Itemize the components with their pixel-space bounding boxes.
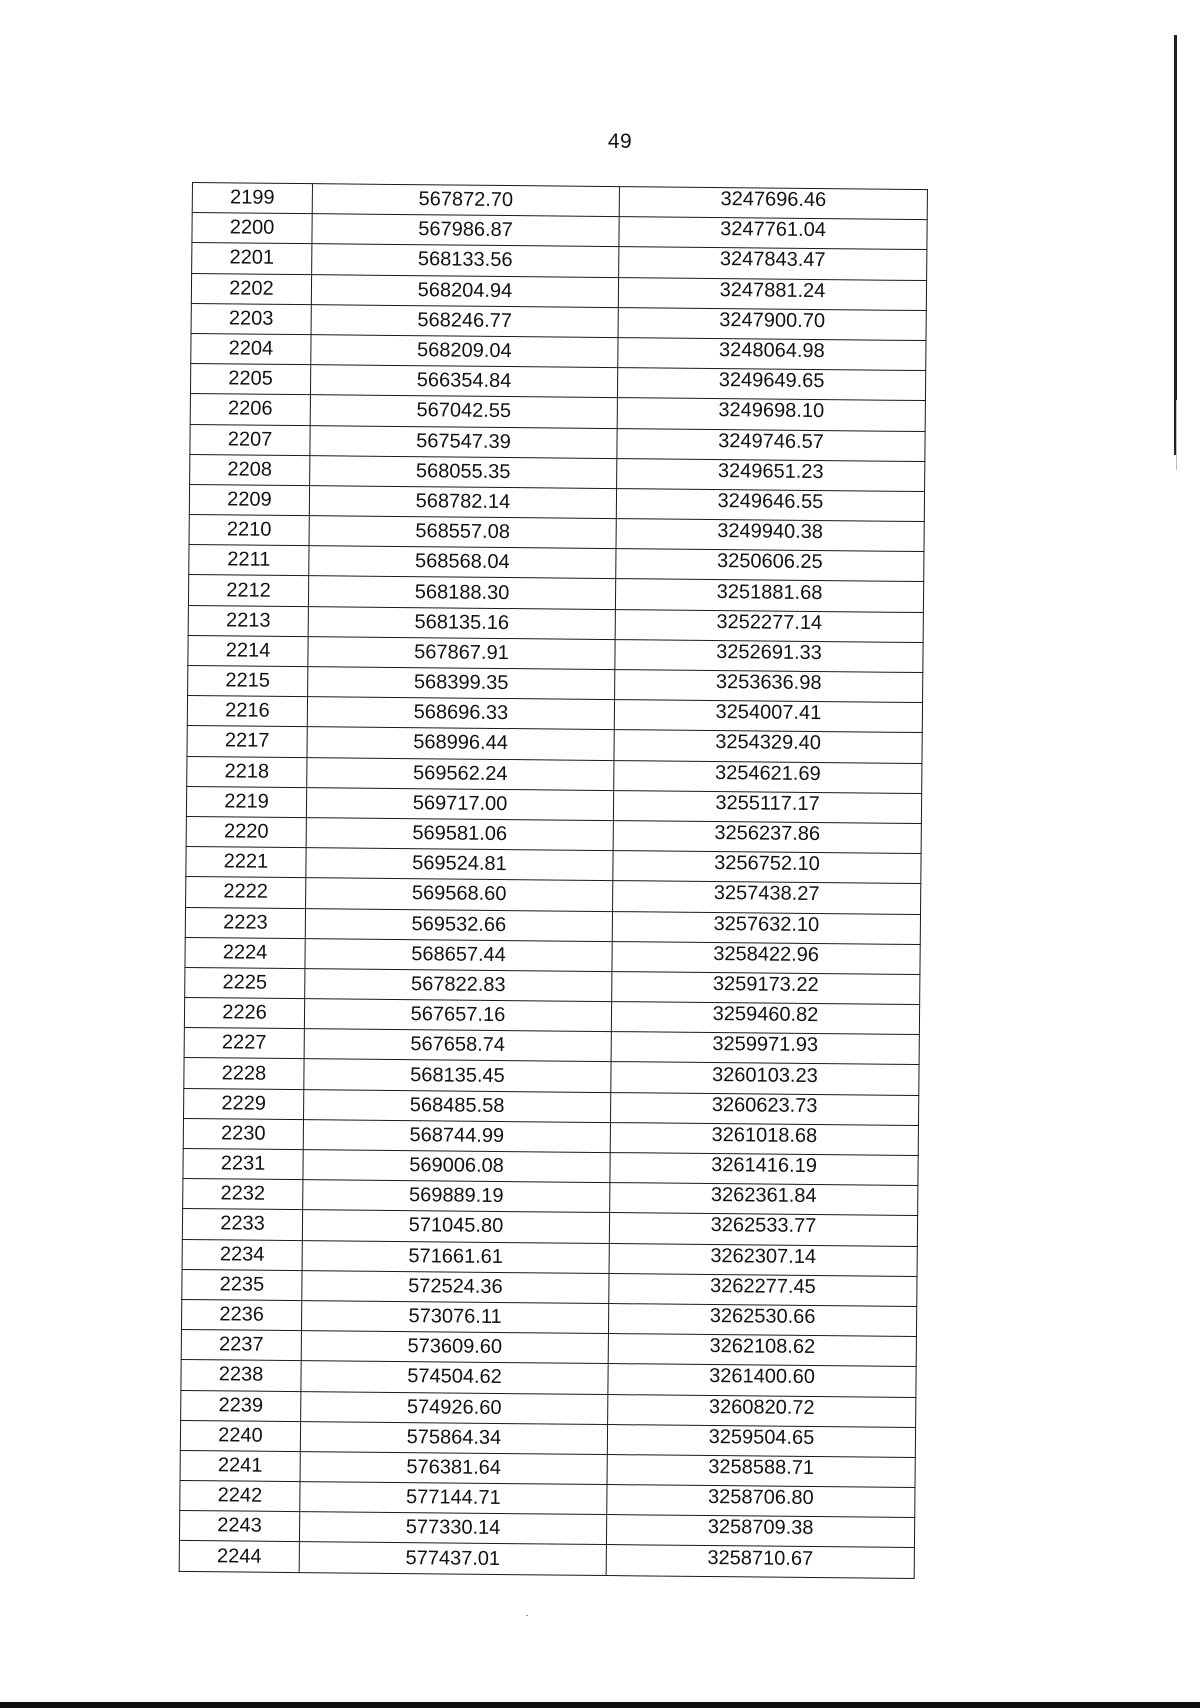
cell-text: 2223 [223,910,268,934]
cell-text: 569581.06 [412,822,508,846]
y-coordinate-cell [619,247,927,280]
x-coordinate-cell [299,1542,606,1575]
x-coordinate-cell [306,818,613,851]
table-row [179,1541,914,1578]
y-coordinate-cell [618,307,926,340]
point-id-cell [183,1148,303,1179]
cell-text: 568744.99 [409,1124,505,1147]
y-coordinate-cell [611,1002,919,1035]
point-id-cell [190,424,310,455]
x-coordinate-cell [302,1240,609,1273]
cell-text: 2215 [225,669,271,692]
cell-text: 568209.04 [417,339,512,363]
cell-text: 577330.14 [405,1516,501,1540]
cell-text: 3252691.33 [716,640,822,664]
coordinates-table [179,182,928,1579]
cell-text: 3261400.60 [709,1365,815,1389]
point-id-cell [186,786,306,817]
x-coordinate-cell [304,1089,611,1122]
point-id-cell [189,484,309,515]
cell-text: 3262108.62 [709,1335,816,1359]
point-id-cell [190,394,310,425]
cell-text: 2233 [220,1212,265,1236]
x-coordinate-cell [311,274,618,307]
cell-text: 568485.58 [409,1093,505,1117]
cell-text: 3260623.73 [711,1093,818,1117]
cell-text: 3252277.14 [716,610,823,634]
cell-text: 577437.01 [405,1546,501,1570]
cell-text: 2241 [217,1454,263,1477]
cell-text: 568055.35 [415,459,511,483]
cell-text: 2217 [224,729,270,753]
cell-text: 3258709.38 [707,1516,814,1540]
cell-text: 577144.71 [405,1486,501,1510]
point-id-cell [184,1088,304,1119]
cell-text: 568696.33 [413,701,509,725]
cell-text: 2221 [223,850,269,873]
y-coordinate-cell [609,1273,917,1306]
cell-text: 567658.74 [410,1033,506,1057]
y-coordinate-cell [614,700,922,733]
point-id-cell [182,1269,302,1300]
point-id-cell [192,213,312,244]
cell-text: 3256752.10 [714,852,820,876]
cell-text: 2224 [222,941,268,964]
y-coordinate-cell [609,1243,917,1276]
y-coordinate-cell [613,821,921,854]
y-coordinate-cell [618,338,926,371]
x-coordinate-cell [308,606,615,639]
cell-text: 568188.30 [414,580,510,604]
cell-text: 2236 [219,1303,264,1326]
cell-text: 3253636.98 [715,671,822,695]
cell-text: 3262530.66 [709,1305,816,1329]
cell-text: 3258588.71 [708,1455,815,1479]
cell-text: 567867.91 [414,641,509,664]
cell-text: 567042.55 [416,399,512,423]
y-coordinate-cell [618,277,926,310]
cell-text: 2243 [217,1514,262,1538]
cell-text: 572524.36 [408,1274,503,1298]
coordinates-table-body [179,183,927,1579]
point-id-cell [188,665,308,696]
cell-text: 2220 [223,820,269,843]
cell-text: 2208 [227,458,273,481]
y-coordinate-cell [611,1062,919,1095]
y-coordinate-cell [608,1394,916,1427]
cell-text: 3260103.23 [712,1063,818,1087]
point-id-cell [188,635,308,666]
cell-text: 569532.66 [411,912,507,936]
x-coordinate-cell [311,335,618,368]
x-coordinate-cell [303,1180,610,1213]
scan-speck [526,1615,528,1616]
x-coordinate-cell [302,1210,609,1243]
point-id-cell [180,1481,300,1512]
y-coordinate-cell [610,1183,918,1216]
cell-text: 569889.19 [408,1184,504,1208]
point-id-cell [188,605,308,636]
point-id-cell [188,575,308,606]
cell-text: 2222 [223,880,269,904]
cell-text: 3259460.82 [712,1003,819,1027]
x-coordinate-cell [308,576,615,609]
cell-text: 2199 [229,186,275,209]
point-id-cell [180,1450,300,1481]
y-coordinate-cell [611,1032,919,1065]
cell-text: 567822.83 [410,973,506,997]
cell-text: 2229 [221,1092,267,1115]
cell-text: 566354.84 [416,369,512,393]
x-coordinate-cell [307,727,614,760]
x-coordinate-cell [307,757,614,790]
y-coordinate-cell [610,1092,918,1125]
y-coordinate-cell [619,217,927,250]
cell-text: 3247696.46 [720,188,827,212]
cell-text: 569568.60 [411,882,507,906]
x-coordinate-cell [309,546,616,579]
cell-text: 2204 [228,337,274,360]
cell-text: 568246.77 [417,309,513,332]
x-coordinate-cell [311,304,618,337]
cell-text: 567872.70 [418,188,514,212]
y-coordinate-cell [615,639,923,672]
cell-text: 3262533.77 [710,1214,817,1238]
y-coordinate-cell [619,187,927,220]
point-id-cell [192,183,312,214]
y-coordinate-cell [607,1424,915,1457]
y-coordinate-cell [614,760,922,793]
point-id-cell [189,545,309,576]
cell-text: 3258710.67 [707,1546,814,1570]
y-coordinate-cell [606,1545,914,1578]
cell-text: 3249651.23 [717,459,824,483]
cell-text: 3255117.17 [715,791,820,815]
cell-text: 3256237.86 [714,822,821,846]
y-coordinate-cell [609,1213,917,1246]
point-id-cell [191,273,311,304]
cell-text: 3259504.65 [708,1425,815,1449]
cell-text: 2207 [227,427,273,451]
x-coordinate-cell [305,938,612,971]
cell-text: 3247761.04 [720,218,826,242]
cell-text: 3254329.40 [715,731,822,755]
cell-text: 568782.14 [415,490,511,514]
cell-text: 2242 [217,1484,263,1507]
cell-text: 3249746.57 [718,429,824,453]
cell-text: 3262307.14 [710,1244,817,1268]
y-coordinate-cell [614,730,922,763]
x-coordinate-cell [308,636,615,669]
cell-text: 573076.11 [408,1305,502,1329]
cell-text: 3261416.19 [711,1154,818,1178]
point-id-cell [190,454,310,485]
cell-text: 3247843.47 [719,248,826,272]
y-coordinate-cell [617,458,925,491]
cell-text: 2212 [226,578,271,602]
cell-text: 567547.39 [416,429,511,453]
y-coordinate-cell [608,1364,916,1397]
y-coordinate-cell [615,579,923,612]
cell-text: 2232 [220,1182,266,1206]
point-id-cell [180,1420,300,1451]
x-coordinate-cell [301,1331,608,1364]
x-coordinate-cell [310,365,617,398]
cell-text: 2234 [219,1242,265,1266]
cell-text: 3261018.68 [711,1123,818,1147]
page-bottom-edge [0,1702,1200,1708]
cell-text: 574504.62 [407,1365,502,1389]
cell-text: 574926.60 [406,1395,502,1419]
x-coordinate-cell [309,516,616,549]
x-coordinate-cell [305,908,612,941]
point-id-cell [179,1541,299,1572]
cell-text: 2202 [229,277,274,300]
cell-text: 3249649.65 [718,369,825,393]
point-id-cell [183,1118,303,1149]
x-coordinate-cell [310,425,617,458]
cell-text: 3257632.10 [713,912,820,936]
cell-text: 2237 [218,1333,264,1356]
x-coordinate-cell [309,486,616,519]
x-coordinate-cell [306,878,613,911]
y-coordinate-cell [606,1515,914,1548]
point-id-cell [184,1058,304,1089]
cell-text: 568568.04 [414,550,510,574]
cell-text: 3260820.72 [708,1395,815,1419]
point-id-cell [187,726,307,757]
cell-text: 2228 [221,1061,267,1085]
cell-text: 569717.00 [412,791,508,815]
cell-text: 573609.60 [407,1335,503,1359]
cell-text: 571045.80 [408,1214,504,1238]
x-coordinate-cell [300,1482,607,1515]
cell-text: 2231 [220,1152,266,1175]
x-coordinate-cell [304,999,611,1032]
cell-text: 3247881.24 [719,278,826,302]
x-coordinate-cell [303,1119,610,1152]
cell-text: 3262277.45 [709,1274,816,1298]
point-id-cell [185,907,305,938]
cell-text: 3254007.41 [715,701,822,725]
point-id-cell [181,1299,301,1330]
cell-text: 3249646.55 [717,490,824,514]
cell-text: 3259971.93 [712,1033,819,1057]
cell-text: 568657.44 [411,942,506,966]
y-coordinate-cell [613,790,921,823]
cell-text: 3251881.68 [716,580,823,604]
cell-text: 3249940.38 [717,520,824,544]
point-id-cell [191,333,311,364]
point-id-cell [186,816,306,847]
cell-text: 2219 [224,790,269,813]
x-coordinate-cell [301,1391,608,1424]
point-id-cell [187,696,307,727]
y-coordinate-cell [608,1303,916,1336]
cell-text: 568204.94 [417,278,513,302]
cell-text: 2203 [228,307,274,330]
x-coordinate-cell [301,1361,608,1394]
cell-text: 571661.61 [408,1244,504,1268]
cell-text: 3258422.96 [713,942,820,966]
x-coordinate-cell [312,244,619,277]
point-id-cell [179,1511,299,1542]
y-coordinate-cell [610,1153,918,1186]
cell-text: 2235 [219,1273,265,1296]
cell-text: 2210 [226,518,272,541]
cell-text: 2216 [225,699,270,723]
y-coordinate-cell [613,881,921,914]
cell-text: 3250606.25 [716,550,823,574]
page-number: 49 [607,130,633,153]
cell-text: 2240 [218,1424,263,1447]
point-id-cell [184,998,304,1029]
point-id-cell [192,243,312,274]
page-right-edge-mark [1176,400,1177,470]
point-id-cell [190,364,310,395]
x-coordinate-cell [303,1150,610,1183]
point-id-cell [186,877,306,908]
point-id-cell [185,967,305,998]
y-coordinate-cell [617,398,925,431]
point-id-cell [191,303,311,334]
x-coordinate-cell [306,848,613,881]
x-coordinate-cell [300,1451,607,1484]
y-coordinate-cell [612,911,920,944]
cell-text: 2225 [222,971,268,994]
y-coordinate-cell [616,519,924,552]
cell-text: 569562.24 [412,761,508,785]
x-coordinate-cell [307,697,614,730]
cell-text: 568557.08 [415,520,511,544]
x-coordinate-cell [301,1301,608,1334]
x-coordinate-cell [302,1270,609,1303]
cell-text: 2230 [221,1122,266,1145]
x-coordinate-cell [304,1059,611,1092]
cell-text: 568135.16 [414,610,510,634]
x-coordinate-cell [312,184,619,217]
cell-text: 568399.35 [413,671,509,695]
x-coordinate-cell [308,667,615,700]
cell-text: 2244 [216,1544,262,1568]
point-id-cell [183,1179,303,1210]
cell-text: 2214 [225,639,271,662]
cell-text: 568133.56 [417,248,513,272]
cell-text: 567986.87 [418,218,513,242]
cell-text: 568996.44 [413,731,508,755]
y-coordinate-cell [612,971,920,1004]
point-id-cell [187,756,307,787]
cell-text: 3249698.10 [718,399,825,423]
cell-text: 568135.45 [410,1063,505,1087]
cell-text: 3247900.70 [719,308,826,332]
cell-text: 2226 [222,1001,267,1024]
cell-text: 2218 [224,759,270,783]
cell-text: 576381.64 [406,1456,502,1479]
cell-text: 3257438.27 [713,882,820,906]
y-coordinate-cell [617,368,925,401]
y-coordinate-cell [616,488,924,521]
x-coordinate-cell [304,1029,611,1062]
x-coordinate-cell [300,1421,607,1454]
cell-text: 2200 [229,216,275,240]
x-coordinate-cell [312,214,619,247]
cell-text: 2209 [227,488,272,511]
point-id-cell [184,1028,304,1059]
y-coordinate-cell [610,1122,918,1155]
point-id-cell [189,515,309,546]
cell-text: 3258706.80 [707,1486,814,1510]
x-coordinate-cell [310,455,617,488]
cell-text: 575864.34 [406,1425,502,1449]
y-coordinate-cell [616,549,924,582]
cell-text: 2205 [228,367,273,391]
y-coordinate-cell [613,851,921,884]
y-coordinate-cell [615,670,923,703]
cell-text: 569006.08 [409,1154,504,1178]
cell-text: 3259173.22 [712,973,819,997]
y-coordinate-cell [608,1334,916,1367]
x-coordinate-cell [299,1512,606,1545]
point-id-cell [181,1360,301,1391]
x-coordinate-cell [310,395,617,428]
y-coordinate-cell [607,1485,915,1518]
cell-text: 3262361.84 [710,1184,817,1208]
point-id-cell [182,1239,302,1270]
y-coordinate-cell [615,609,923,642]
cell-text: 2239 [218,1393,264,1417]
y-coordinate-cell [617,428,925,461]
point-id-cell [181,1390,301,1421]
point-id-cell [182,1209,302,1240]
point-id-cell [186,847,306,878]
point-id-cell [185,937,305,968]
cell-text: 3254621.69 [714,761,821,785]
cell-text: 2211 [227,548,271,572]
point-id-cell [181,1330,301,1361]
cell-text: 2213 [225,609,271,632]
cell-text: 567657.16 [410,1003,506,1027]
y-coordinate-cell [612,941,920,974]
cell-text: 2201 [229,246,275,270]
cell-text: 2227 [221,1031,267,1055]
cell-text: 2238 [218,1363,264,1387]
x-coordinate-cell [305,968,612,1001]
cell-text: 2206 [227,397,273,421]
y-coordinate-cell [607,1454,915,1487]
page-right-edge-line [1174,35,1177,455]
cell-text: 3248064.98 [718,339,825,363]
cell-text: 569524.81 [412,852,507,876]
x-coordinate-cell [306,787,613,820]
